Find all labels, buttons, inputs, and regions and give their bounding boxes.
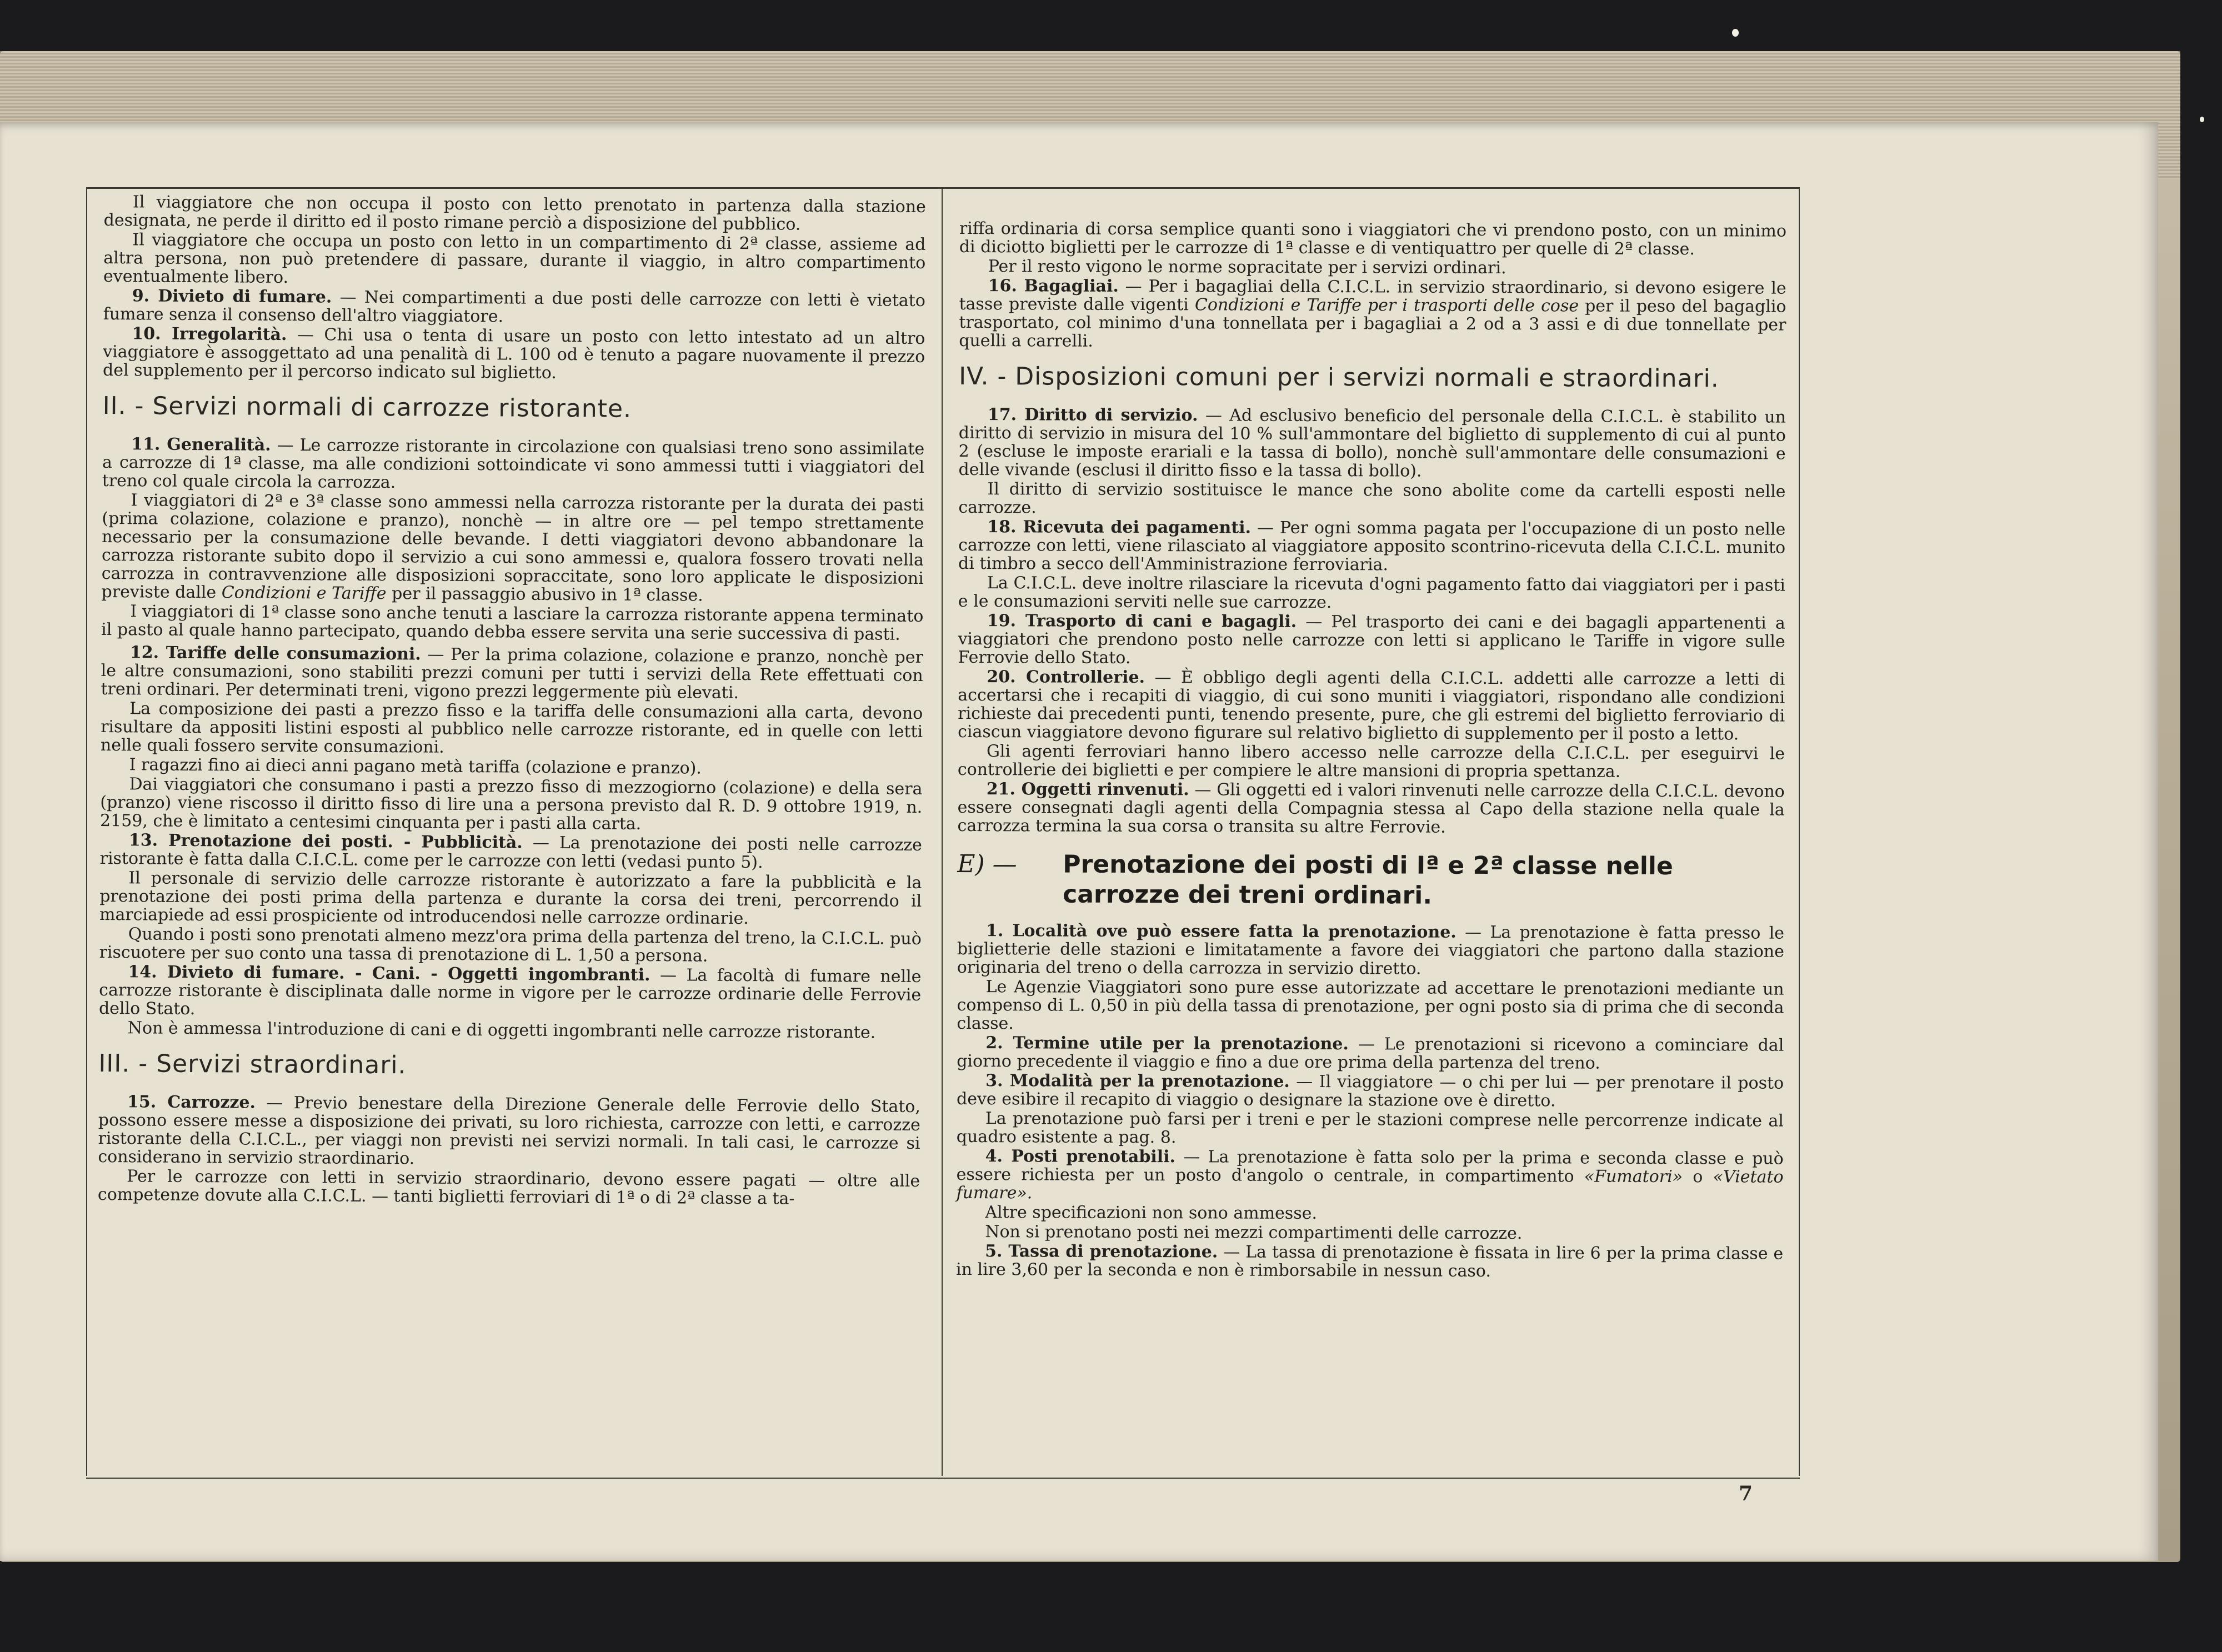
article [100,831,922,873]
paragraph: I viaggiatori di 1ª classe sono anche tenuti a lasciare la carrozza ristorante appena terminato il pasto al quale hanno partecipato, quando debba essere servita una serie successiva di pasti. [101,602,924,644]
article-title: 12. Tariffe delle consumazioni. [129,643,421,664]
article [101,643,923,703]
article-text: — Per la prima colazione, colazione e pranzo, nonchè per le altre consumazioni, sono stabiliti prezzi comuni per tutti i servizi della Rete effettuati con treni ordinari. Per determinati treni, vigono prezzi leggermente più elevati. [101,644,924,703]
paragraph: Dai viaggiatori che consumano i pasti a prezzo fisso di mezzogiorno (colazione) e della sera (pranzo) viene riscosso il diritto fisso di lire una a persona previsto dal R. D. 9 ottobre 1919, n. 2159, che è limitato a centesimi cinquanta per i pasti alla carta. [99,774,923,834]
article-title: 13. Prenotazione dei posti. - Pubblicità. [128,830,523,853]
article-title: 20. Controllerie. [987,667,1145,688]
emphasis: Condizioni e Tariffe [221,583,387,604]
article-title: 5. Tassa di prenotazione. [985,1241,1218,1262]
article-title: 15. Carrozze. [127,1092,256,1113]
article-text: — La facoltà di fumare nelle carrozze ristorante è disciplinata dalle norme in vigore per le carrozze ordinarie delle Ferrovie dello Stato. [98,965,922,1019]
article-title: 10. Irregolarità. [132,324,287,345]
article-text: — Nei compartimenti a due posti delle carrozze con letti è vietato fumare senza il consenso dell'altro viaggiatore. [103,287,925,327]
article: 21. Oggetti rinvenuti. — Gli oggetti ed i valori rinvenuti nelle carrozze della C.I.C.L. devono essere consegnati dagli agenti della Compagnia stessa al Capo della stazione nella quale la carrozza termina la sua corsa o transita su altre Ferrovie. [957,779,1785,837]
article-text: — La prenotazione dei posti nelle carrozze ristorante è fatta dalla C.I.C.L. come per le carrozze con letti (vedasi punto 5). [99,833,922,873]
paragraph: Il personale di servizio delle carrozze ristorante è autorizzato a fare la pubblicità e la prenotazione dei posti prima della partenza e durante la corsa dei treni, percorrendo il marciapiede ad essi prospiciente od introducendosi nelle carrozze ordinarie. [99,868,922,929]
article: 19. Trasporto di cani e bagagli. — Pel trasporto dei cani e dei bagagli appartenenti a viaggiatori che prendono posto nelle carrozze con letti si applicano le Tariffe in vigore sulle Ferrovie dello Stato. [958,611,1785,668]
article [98,1093,920,1171]
paragraph: riffa ordinaria di corsa semplice quanti sono i viaggiatori che vi prendono posto, con un minimo di diciotto biglietti per le carrozze di 1ª classe e di ventiquattro per quelle di 2ª classe. [959,219,1786,259]
article: 16. Bagagliai. — Per i bagagliai della C.I.C.L. in servizio straordinario, si devono esigere le tasse previste dalle vigenti Condizioni e Tariffe per i trasporti delle cose per il peso del bagaglio trasportato, col minimo d'una tonnellata per i bagagliai a 2 od a 3 assi e di due tonnellate per quelli a carrelli. [959,276,1786,351]
article-title: 3. Modalità per la prenotazione. [985,1071,1290,1092]
paragraph: La C.I.C.L. deve inoltre rilasciare la ricevuta d'ogni pagamento fatto dai viaggiatori per i pasti e le consumazioni serviti nelle sue carrozze. [958,573,1785,613]
dust-speck [2200,117,2204,122]
paragraph: I viaggiatori di 2ª e 3ª classe sono ammessi nella carrozza ristorante per la durata dei pasti (prima colazione, colazione e pranzo), nonchè — in altre ore — pel tempo strettamente necessario per la consumazione delle bevande. I detti viaggiatori devono abbandonare la carrozza ristorante subito dopo il servizio a cui sono ammessi e, qualora fossero trovati nella carrozza in contravvenzione alle disposizioni sopraccitate, sono loro applicate le disposizioni previste dalle Condizioni e Tariffe per il passaggio abusivo in 1ª classe. [101,490,924,605]
article: 4. Posti prenotabili. — La prenotazione è fatta solo per la prima e seconda classe e può essere richiesta per un posto d'angolo o centrale, in compartimento «Fumatori» o «Vietato fumare». [956,1147,1784,1203]
dust-speck [1732,29,1739,37]
article-title: 18. Ricevuta dei pagamenti. [987,517,1252,538]
page-number: 7 [1739,1482,1753,1505]
left-column [86,187,942,1476]
article-title: 1. Località ove può essere fatta la prenotazione. [985,921,1457,942]
paragraph: Non è ammessa l'introduzione di cani e di oggetti ingombranti nelle carrozze ristorante. [127,1018,876,1043]
article: 2. Termine utile per la prenotazione. — Le prenotazioni si ricevono a cominciare dal giorno precedente il viaggio e fino a due ore prima della partenza del treno. [957,1033,1784,1073]
section-heading-iii: III. - Servizi straordinari. [98,1049,407,1080]
article-title: 4. Posti prenotabili. [985,1147,1176,1167]
emphasis: «Vietato fumare». [956,1167,1784,1203]
article: 1. Località ove può essere fatta la prenotazione. — La prenotazione è fatta presso le biglietterie delle stazioni e limitatamente a favore dei viaggiatori che partono dalla stazione originaria del treno o della carrozza in servizio diretto. [957,921,1785,979]
article-title: 21. Oggetti rinvenuti. [986,779,1189,800]
article: 18. Ricevuta dei pagamenti. — Per ogni somma pagata per l'occupazione di un posto nelle carrozze con letti, viene rilasciato al viaggiatore apposito scontrino-ricevuta della C.I.C.L. munito di timbro a secco dell'Amministrazione ferroviaria. [958,517,1786,575]
article-text: — Previo benestare della Direzione Generale delle Ferrovie dello Stato, possono essere messe a disposizione dei privati, su loro richiesta, carrozze con letti, e carrozze ristorante della C.I.C.L., per viaggi non previsti nei servizi normali. In tali casi, le carrozze si considerano in servizio straordinario. [98,1093,921,1169]
section-letter: E) — [957,849,1017,879]
paragraph: La composizione dei pasti a prezzo fisso e la tariffa delle consumazioni alla carta, devono risultare da appositi listini esposti al pubblico nelle carrozze ristorante, ed in quelle con letti nelle quali fossero servite consumazioni. [100,699,923,757]
paragraph: Per il resto vigono le norme sopracitate per i servizi ordinari. [988,257,1507,278]
paragraph: Il diritto di servizio sostituisce le mance che sono abolite come da cartelli esposti nelle carrozze. [958,479,1786,518]
paragraph: Il viaggiatore che occupa un posto con letto in un compartimento di 2ª classe, assieme ad altra persona, non può pretendere di passare, durante il viaggio, in altro compartimento eventualmente libero. [103,230,926,288]
article-title: 17. Diritto di servizio. [987,405,1198,425]
emphasis: «Fumatori» [1584,1167,1683,1187]
article-title: 19. Trasporto di cani e bagagli. [987,611,1297,632]
emphasis: Condizioni e Tariffe per i trasporti delle cose [1194,295,1579,316]
article-title: 11. Generalità. [131,434,271,455]
article-title: 16. Bagagliai. [988,276,1119,296]
paragraph: Non si prenotano posti nei mezzi compartimenti delle carrozze. [985,1222,1523,1244]
article-text: — Chi usa o tenta di usare un posto con letto intestato ad un altro viaggiatore è assoggettato ad una penalità di L. 100 od è tenuto a pagare nuovamente il prezzo del supplemento per il percorso indicato sul biglietto. [102,325,925,383]
article-title: 14. Divieto di fumare. - Cani. - Oggetti ingombranti. [128,962,650,985]
article-text: — Le carrozze ristorante in circolazione con qualsiasi treno sono assimilate a carrozze di 1ª classe, ma alle condizioni sottoindicate vi sono ammessi tutti i viaggiatori del treno col quale circola la carrozza. [102,435,925,493]
paragraph: Gli agenti ferroviari hanno libero accesso nelle carrozze della C.I.C.L. per eseguirvi le controllerie dei biglietti e per compiere le altre mansioni di propria spettanza. [957,742,1785,782]
section-heading-e [957,849,1784,912]
paragraph: Quando i posti sono prenotati almeno mezz'ora prima della partenza del treno, la C.I.C.L. può riscuotere per suo conto una tassa di prenotazione di L. 1,50 a persona. [99,924,922,966]
article: 20. Controllerie. — È obbligo degli agenti della C.I.C.L. addetti alle carrozze a letti di accertarsi che i recapiti di viaggio, di cui sono muniti i viaggiatori, rispondano alle condizioni richieste dai precedenti punti, tenendo presente, pure, che gli estremi del biglietto ferroviario di ciascun viaggiatore devono figurare sul relativo biglietto di supplemento per il posto a letto. [958,667,1785,744]
article-title: 2. Termine utile per la prenotazione. [985,1033,1349,1054]
section-heading-ii: II. - Servizi normali di carrozze ristorante. [102,391,632,423]
article-title: 9. Divieto di fumare. [132,286,332,307]
article [103,324,925,384]
paragraph: Le Agenzie Viaggiatori sono pure esse autorizzate ad accettare le prenotazioni mediante un compenso di L. 0,50 in più della tassa di prenotazione, per ogni posto sia di prima che di seconda classe. [957,977,1784,1034]
article [102,435,925,495]
section-heading-iv: IV. - Disposizioni comuni per i servizi normali e straordinari. [959,362,1719,393]
article [103,287,925,328]
article: 17. Diritto di servizio. — Ad esclusivo beneficio del personale della C.I.C.L. è stabilito un diritto di servizio in misura del 10 % sull'ammontare del biglietto di supplemento di cui al punto 2 (escluse le imposte erariali e la tassa di bollo), nonchè sull'ammontare delle consumazioni e delle vivande (esclusi il diritto fisso e la tassa di bollo). [958,405,1786,481]
right-column [942,187,1800,1476]
paragraph: Il viaggiatore che non occupa il posto con letto prenotato in partenza dalla stazione designata, ne perde il diritto ed il posto rimane perciò a disposizione del pubblico. [103,192,926,234]
section-title: Prenotazione dei posti di Iª e 2ª classe nelle carrozze dei treni ordinari. [1063,850,1673,910]
paragraph: La prenotazione può farsi per i treni e per le stazioni comprese nelle percorrenze indicate al quadro esistente a pag. 8. [956,1109,1784,1148]
article [99,963,922,1023]
paragraph: I ragazzi fino ai dieci anni pagano metà tariffa (colazione e pranzo). [129,755,702,778]
paragraph: Altre specificazioni non sono ammesse. [985,1203,1317,1224]
article: 3. Modalità per la prenotazione. — Il viaggiatore — o chi per lui — per prenotare il posto deve esibire il recapito di viaggio o designare la stazione ove è diretto. [956,1071,1784,1111]
article: 5. Tassa di prenotazione. — La tassa di prenotazione è fissata in lire 6 per la prima classe e in lire 3,60 per la seconda e non è rimborsabile in nessun caso. [956,1241,1784,1281]
paragraph: Per le carrozze con letti in servizio straordinario, devono essere pagati — oltre alle competenze dovute alla C.I.C.L. — tanti biglietti ferroviari di 1ª o di 2ª classe a ta- [97,1167,920,1209]
